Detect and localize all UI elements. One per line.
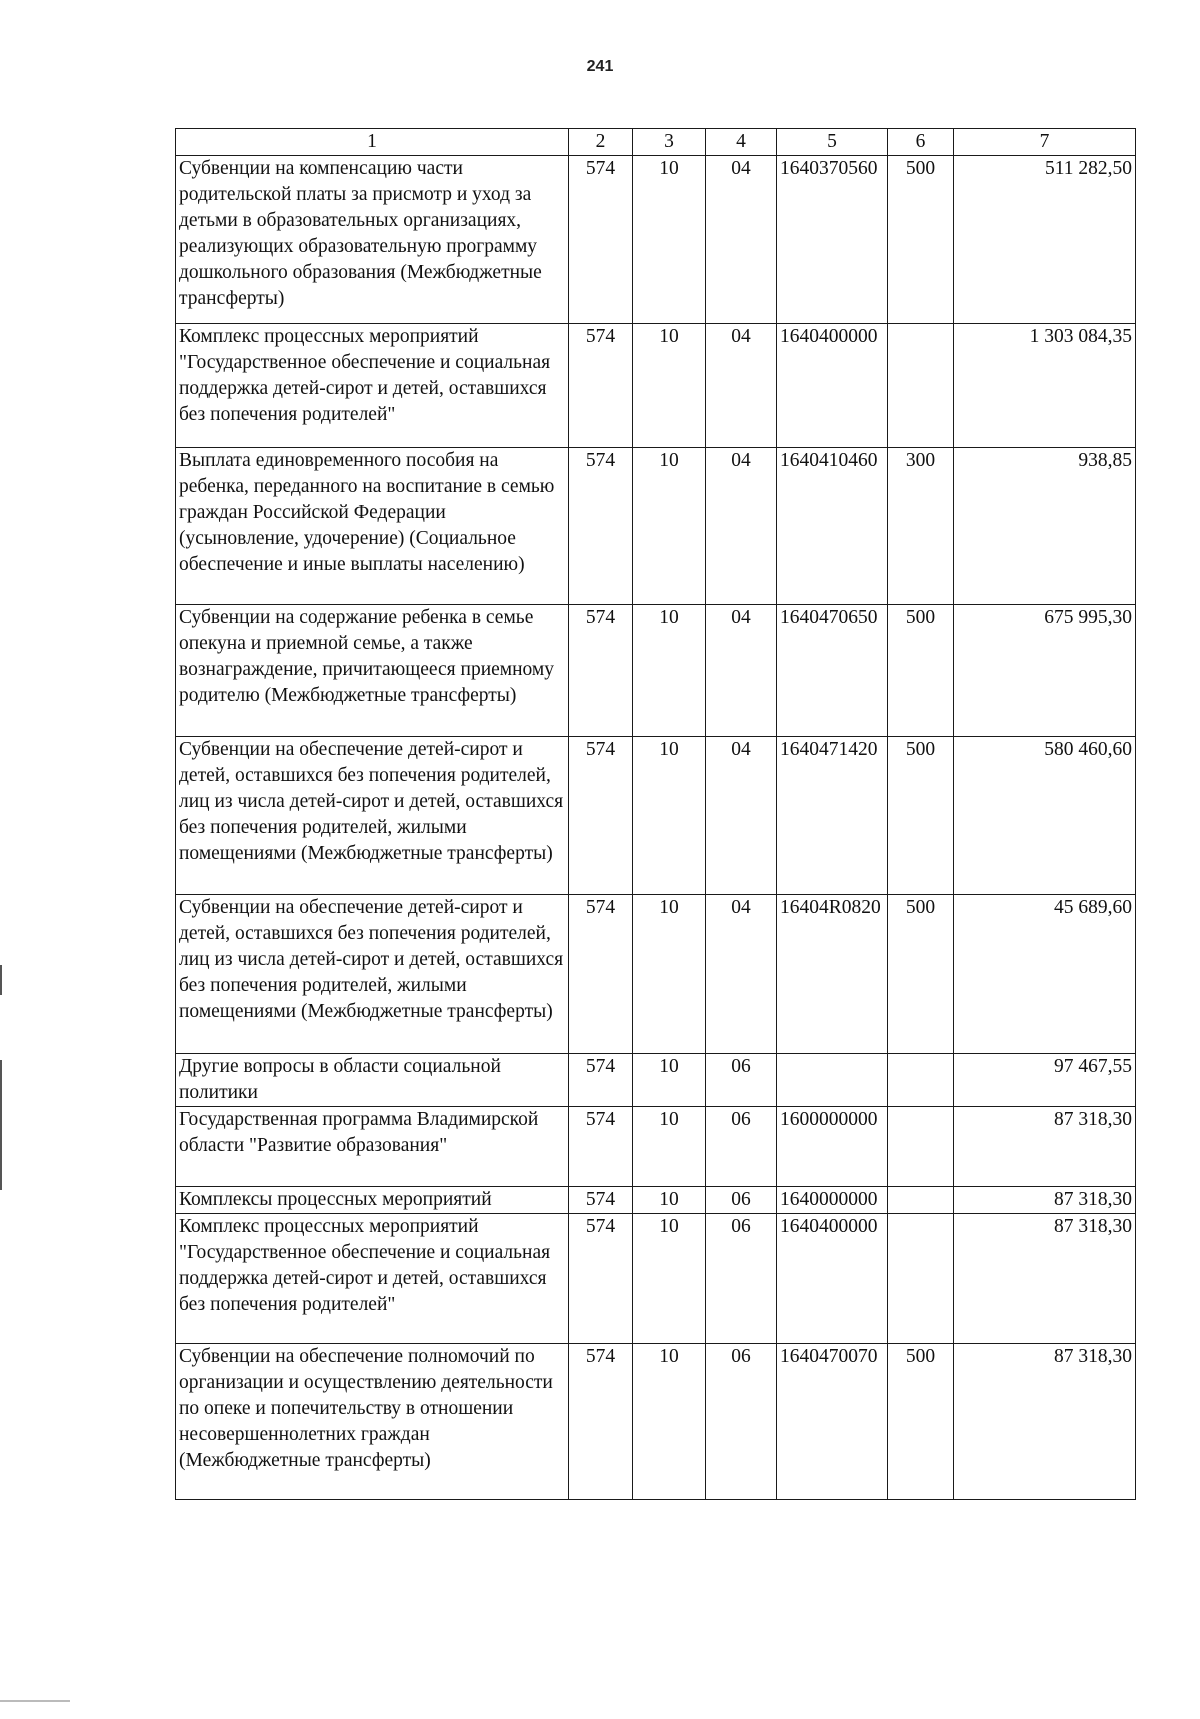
row-amount: 87 318,30 xyxy=(954,1214,1136,1344)
row-code-5: 1640400000 xyxy=(777,324,888,448)
row-code-4: 06 xyxy=(706,1214,777,1344)
row-code-2: 574 xyxy=(569,737,633,895)
row-code-6 xyxy=(888,1214,954,1344)
row-code-6: 500 xyxy=(888,156,954,324)
row-code-6: 500 xyxy=(888,1344,954,1500)
row-code-3: 10 xyxy=(633,156,706,324)
table-row xyxy=(176,156,1136,324)
row-description: Субвенции на обеспечение детей-сирот и детей, оставшихся без попечения родителей, лиц из числа детей-сирот и детей, оставшихся без попечения родителей, жилыми помещениями (Межбюджетные трансферты) xyxy=(176,895,569,1054)
table-row xyxy=(176,1344,1136,1500)
row-amount: 45 689,60 xyxy=(954,895,1136,1054)
row-amount: 87 318,30 xyxy=(954,1187,1136,1214)
row-code-3: 10 xyxy=(633,737,706,895)
row-code-4: 06 xyxy=(706,1187,777,1214)
row-code-3: 10 xyxy=(633,1187,706,1214)
row-amount: 87 318,30 xyxy=(954,1344,1136,1500)
row-code-2: 574 xyxy=(569,1344,633,1500)
scan-artifact-mark xyxy=(0,1060,2,1190)
column-header-4: 4 xyxy=(706,129,777,156)
row-code-5: 1640400000 xyxy=(777,1214,888,1344)
row-code-6 xyxy=(888,324,954,448)
row-description: Субвенции на содержание ребенка в семье опекуна и приемной семье, а также вознаграждение, причитающееся приемному родителю (Межбюджетные трансферты) xyxy=(176,605,569,737)
table-row xyxy=(176,1187,1136,1214)
table-row xyxy=(176,1107,1136,1187)
row-code-5: 1640410460 xyxy=(777,448,888,605)
row-code-4: 04 xyxy=(706,324,777,448)
row-code-2: 574 xyxy=(569,1107,633,1187)
row-description: Другие вопросы в области социальной политики xyxy=(176,1054,569,1107)
row-code-4: 06 xyxy=(706,1054,777,1107)
row-code-6 xyxy=(888,1107,954,1187)
row-code-6: 300 xyxy=(888,448,954,605)
row-description: Субвенции на обеспечение полномочий по организации и осуществлению деятельности по опеке и попечительству в отношении несовершеннолетних граждан (Межбюджетные трансферты) xyxy=(176,1344,569,1500)
page-number: 241 xyxy=(586,58,614,75)
row-amount: 511 282,50 xyxy=(954,156,1136,324)
row-code-6: 500 xyxy=(888,605,954,737)
row-code-3: 10 xyxy=(633,1344,706,1500)
row-code-2: 574 xyxy=(569,1054,633,1107)
table-row xyxy=(176,324,1136,448)
row-code-4: 04 xyxy=(706,448,777,605)
row-code-2: 574 xyxy=(569,448,633,605)
row-code-5: 16404R0820 xyxy=(777,895,888,1054)
column-header-3: 3 xyxy=(633,129,706,156)
column-header-5: 5 xyxy=(777,129,888,156)
row-code-5 xyxy=(777,1054,888,1107)
row-description: Комплексы процессных мероприятий xyxy=(176,1187,569,1214)
column-header-7: 7 xyxy=(954,129,1136,156)
row-amount: 87 318,30 xyxy=(954,1107,1136,1187)
row-amount: 938,85 xyxy=(954,448,1136,605)
table-row xyxy=(176,1054,1136,1107)
row-code-5: 1640471420 xyxy=(777,737,888,895)
row-code-5: 1640370560 xyxy=(777,156,888,324)
row-description: Субвенции на компенсацию части родительской платы за присмотр и уход за детьми в образовательных организациях, реализующих образовательную программу дошкольного образования (Межбюджетные трансферты) xyxy=(176,156,569,324)
row-code-6: 500 xyxy=(888,895,954,1054)
row-code-4: 06 xyxy=(706,1107,777,1187)
row-description: Комплекс процессных мероприятий "Государственное обеспечение и социальная поддержка детей-сирот и детей, оставшихся без попечения родителей" xyxy=(176,324,569,448)
row-code-3: 10 xyxy=(633,605,706,737)
row-code-4: 06 xyxy=(706,1344,777,1500)
row-code-3: 10 xyxy=(633,324,706,448)
table-row xyxy=(176,895,1136,1054)
row-amount: 675 995,30 xyxy=(954,605,1136,737)
row-code-2: 574 xyxy=(569,895,633,1054)
column-header-1: 1 xyxy=(176,129,569,156)
row-code-4: 04 xyxy=(706,737,777,895)
row-amount: 97 467,55 xyxy=(954,1054,1136,1107)
scan-artifact-mark xyxy=(0,965,2,995)
row-description: Комплекс процессных мероприятий "Государственное обеспечение и социальная поддержка детей-сирот и детей, оставшихся без попечения родителей" xyxy=(176,1214,569,1344)
column-header-2: 2 xyxy=(569,129,633,156)
row-description: Государственная программа Владимирской области "Развитие образования" xyxy=(176,1107,569,1187)
row-code-2: 574 xyxy=(569,156,633,324)
row-code-4: 04 xyxy=(706,156,777,324)
row-description: Выплата единовременного пособия на ребенка, переданного на воспитание в семью граждан Российской Федерации (усыновление, удочерение) (Социальное обеспечение и иные выплаты населению) xyxy=(176,448,569,605)
row-amount: 1 303 084,35 xyxy=(954,324,1136,448)
row-code-3: 10 xyxy=(633,895,706,1054)
row-code-3: 10 xyxy=(633,1107,706,1187)
row-code-3: 10 xyxy=(633,448,706,605)
row-code-5: 1600000000 xyxy=(777,1107,888,1187)
row-code-3: 10 xyxy=(633,1054,706,1107)
row-description: Субвенции на обеспечение детей-сирот и детей, оставшихся без попечения родителей, лиц из числа детей-сирот и детей, оставшихся без попечения родителей, жилыми помещениями (Межбюджетные трансферты) xyxy=(176,737,569,895)
row-code-2: 574 xyxy=(569,1214,633,1344)
row-code-4: 04 xyxy=(706,895,777,1054)
row-code-6 xyxy=(888,1187,954,1214)
row-code-3: 10 xyxy=(633,1214,706,1344)
table-row xyxy=(176,737,1136,895)
scan-artifact-mark xyxy=(0,1700,70,1702)
row-amount: 580 460,60 xyxy=(954,737,1136,895)
row-code-6: 500 xyxy=(888,737,954,895)
row-code-5: 1640000000 xyxy=(777,1187,888,1214)
row-code-4: 04 xyxy=(706,605,777,737)
budget-table xyxy=(175,128,1136,1500)
row-code-5: 1640470650 xyxy=(777,605,888,737)
row-code-2: 574 xyxy=(569,1187,633,1214)
row-code-5: 1640470070 xyxy=(777,1344,888,1500)
table-row xyxy=(176,448,1136,605)
row-code-2: 574 xyxy=(569,605,633,737)
row-code-6 xyxy=(888,1054,954,1107)
column-header-6: 6 xyxy=(888,129,954,156)
row-code-2: 574 xyxy=(569,324,633,448)
table-row xyxy=(176,605,1136,737)
table-header-row xyxy=(176,129,1136,156)
table-row xyxy=(176,1214,1136,1344)
